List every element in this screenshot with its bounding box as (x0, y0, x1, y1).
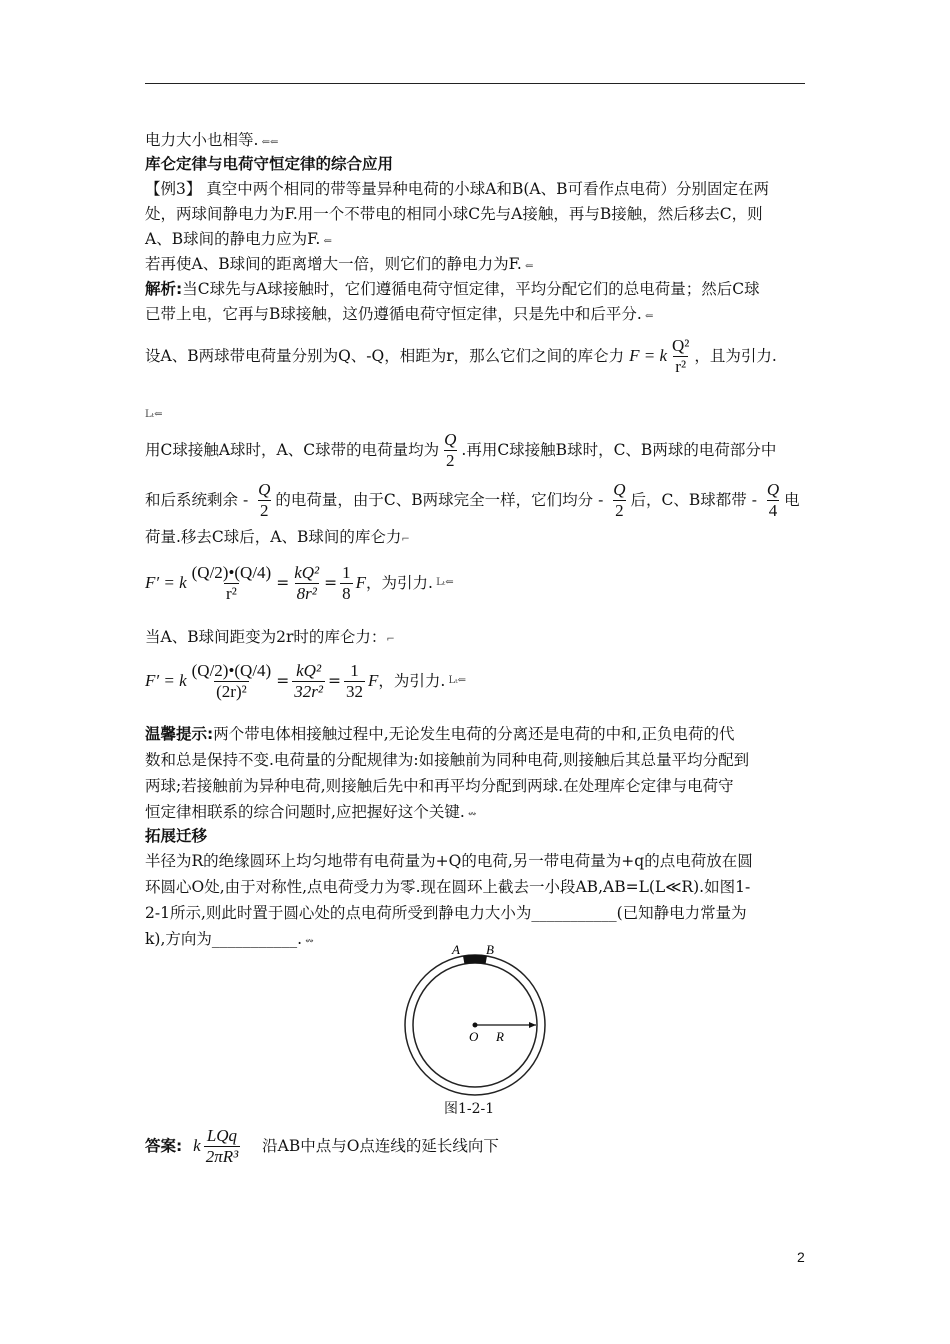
fraction: $\frac{\text{kQ²}}{\text{8r²}}$ (294, 562, 320, 603)
formula-line: F′ = k $\frac{(Q/2)•(Q/4)}{\text{(2r)²}}$ = $\frac{\text{kQ²}}{\text{32r²}}$ = $\frac{1}{32}$ F，为引力. Lₜ⇐ (145, 660, 466, 701)
example-line: 若再使A、B球间的距离增大一倍，则它们的静电力为F. ⇐ (145, 255, 534, 273)
label-r: R (496, 1029, 504, 1044)
fraction: $\frac{\text{LQq}}{\text{2πR³}}$ (205, 1125, 239, 1166)
header-rule (145, 83, 805, 84)
cut-segment-ab (463, 955, 487, 964)
fraction-q-2: $\frac{Q}{2}$ (613, 479, 626, 520)
fraction: $\frac{(Q/2)•(Q/4)}{\text{(2r)²}}$ (191, 660, 272, 701)
solution-line: 已带上电，它再与B球接触，这仍遵循电荷守恒定律，只是先中和后平分. ⇐ (145, 305, 654, 323)
example-line: 【例3】 真空中两个相同的带等量异种电荷的小球A和B(A、B可看作点电荷）分别固定在两 (145, 180, 770, 198)
extension-line: 半径为R的绝缘圆环上均匀地带有电荷量为+Q的电荷,另一带电荷量为+q的点电荷放在圆 (145, 852, 753, 870)
label-b: B (486, 942, 494, 957)
solution-line: 解析:当C球先与A球接触时，它们遵循电荷守恒定律，平均分配它们的总电荷量；然后C球 (145, 280, 760, 298)
tip-line: 恒定律相联系的综合问题时,应把握好这个关键. ↭ (145, 803, 477, 821)
fraction-q-4: $\frac{Q}{4}$ (766, 479, 780, 520)
fraction: $\frac{1}{8}$ (342, 562, 351, 603)
example-line: A、B球间的静电力应为F. ⇐ (145, 230, 332, 248)
fraction-q-2: $\frac{Q}{2}$ (258, 479, 271, 520)
coulomb-line: 设A、B两球带电荷量分别为Q、-Q，相距为r，那么它们之间的库仑力 F = k $\frac{\text{Q²}}{\text{r²}}$ ，且为引力. (145, 335, 777, 376)
text-line: 电力大小也相等. ⇐⇐ (145, 131, 279, 149)
fraction: $\frac{1}{32}$ (345, 660, 363, 701)
extension-line: 2-1所示,则此时置于圆心处的点电荷所受到静电力大小为___________(已知静电力常量为 (145, 904, 747, 922)
text-line: 和后系统剩余 - $\frac{Q}{2}$ 的电荷量，由于C、B两球完全一样，它们均分 - $\frac{Q}{2}$ 后，C、B球都带 - $\frac{Q}{4}$ 电 (145, 479, 800, 520)
tip-line: 两球;若接触前为异种电荷,则接触后先中和再平均分配到两球.在处理库仑定律与电荷守 (145, 777, 734, 795)
label-o: O (469, 1029, 479, 1044)
radius-arrow-icon (529, 1022, 536, 1028)
extension-line: 环圆心O处,由于对称性,点电荷受力为零.现在圆环上截去一小段AB,AB=L(L≪R).如图1- (145, 878, 751, 896)
fraction-q-2: $\frac{Q}{2}$ (444, 429, 457, 470)
section-heading: 拓展迁移 (145, 827, 208, 845)
text-line: 用C球接触A球时，A、C球带的电荷量均为 $\frac{Q}{2}$ .再用C球接触B球时，C、B两球的电荷部分中 (145, 429, 777, 470)
figure-caption: 图1-2-1 (444, 1101, 495, 1117)
formula-line: F′ = k $\frac{(Q/2)•(Q/4)}{\text{r²}}$ = $\frac{\text{kQ²}}{\text{8r²}}$ = $\frac{1}{8}$ F，为引力. Lₜ⇐ (145, 562, 454, 603)
fraction: $\frac{(Q/2)•(Q/4)}{\text{r²}}$ (191, 562, 272, 603)
extension-line: k),方向为___________. ↭ (145, 930, 314, 948)
mark-line: Lₜ⇐ (145, 409, 163, 420)
text-line: 当A、B球间距变为2r时的库仑力：⌐ (145, 628, 395, 646)
fraction: $\frac{\text{kQ²}}{\text{32r²}}$ (294, 660, 323, 701)
example-line: 处，两球间静电力为F.用一个不带电的相同小球C先与A接触，再与B接触，然后移去C，则 (145, 205, 763, 223)
tip-line: 数和总是保持不变.电荷量的分配规律为:如接触前为同种电荷,则接触后其总量平均分配到 (145, 751, 750, 769)
tip-line: 温馨提示:两个带电体相接触过程中,无论发生电荷的分离还是电荷的中和,正负电荷的代 (145, 725, 735, 743)
label-a: A (452, 942, 460, 957)
ring-figure (400, 938, 550, 1098)
fraction-q2-r2: $\frac{\text{Q²}}{\text{r²}}$ (672, 335, 690, 376)
page-number: 2 (797, 1249, 805, 1265)
section-heading: 库仑定律与电荷守恒定律的综合应用 (145, 155, 394, 173)
text-line: 荷量.移去C球后，A、B球间的库仑力⌐ (145, 528, 410, 546)
answer-line: 答案: k $\frac{\text{LQq}}{\text{2πR³}}$ 沿AB中点与O点连线的延长线向下 (145, 1125, 499, 1166)
